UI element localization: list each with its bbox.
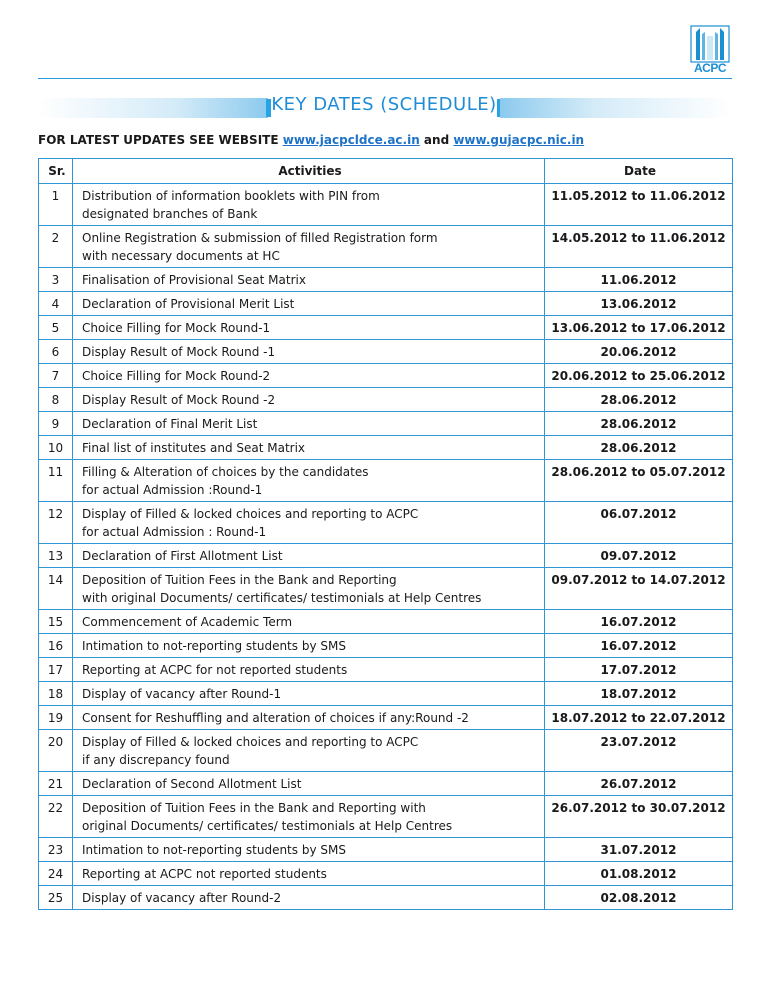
updates-conjunction: and: [419, 133, 454, 147]
row-sr: 18: [39, 682, 73, 706]
activity-line: with necessary documents at HC: [82, 249, 280, 263]
header-rule: [38, 78, 732, 79]
activity-line: Reporting at ACPC for not reported students: [82, 663, 348, 677]
row-sr: 3: [39, 268, 73, 292]
table-row: [39, 268, 733, 292]
row-activity: [73, 226, 545, 268]
table-row: [39, 436, 733, 460]
row-sr: 22: [39, 796, 73, 838]
row-activity: [73, 268, 545, 292]
row-activity: [73, 658, 545, 682]
row-sr: 20: [39, 730, 73, 772]
page-title: KEY DATES (SCHEDULE): [271, 94, 497, 115]
row-date: 28.06.2012: [545, 412, 733, 436]
table-row: [39, 862, 733, 886]
row-activity: [73, 388, 545, 412]
activity-line: for actual Admission :Round-1: [82, 483, 263, 497]
row-activity: [73, 436, 545, 460]
table-row: [39, 610, 733, 634]
schedule-table: [38, 158, 733, 910]
row-date: 02.08.2012: [545, 886, 733, 910]
table-row: [39, 340, 733, 364]
table-row: [39, 772, 733, 796]
activity-line: with original Documents/ certificates/ testimonials at Help Centres: [82, 591, 482, 605]
header-date: Date: [545, 159, 733, 184]
row-sr: 2: [39, 226, 73, 268]
table-row: [39, 568, 733, 610]
table-row: [39, 730, 733, 772]
table-row: [39, 226, 733, 268]
updates-notice: [38, 133, 584, 147]
activity-line: Intimation to not-reporting students by SMS: [82, 639, 346, 653]
row-activity: [73, 730, 545, 772]
header-sr: Sr.: [39, 159, 73, 184]
row-date: 16.07.2012: [545, 634, 733, 658]
activity-line: Display of vacancy after Round-2: [82, 891, 282, 905]
title-band-right: [500, 98, 732, 118]
row-sr: 15: [39, 610, 73, 634]
table-row: [39, 706, 733, 730]
table-header-row: [39, 159, 733, 184]
title-band-left: [38, 98, 268, 118]
table-row: [39, 838, 733, 862]
row-activity: [73, 838, 545, 862]
table-row: [39, 364, 733, 388]
row-activity: [73, 340, 545, 364]
activity-line: Display of vacancy after Round-1: [82, 687, 282, 701]
row-sr: 17: [39, 658, 73, 682]
row-date: 20.06.2012 to 25.06.2012: [545, 364, 733, 388]
row-activity: [73, 292, 545, 316]
row-date: 09.07.2012: [545, 544, 733, 568]
row-date: 17.07.2012: [545, 658, 733, 682]
activity-line: Display Result of Mock Round -2: [82, 393, 276, 407]
row-date: 28.06.2012: [545, 388, 733, 412]
row-sr: 13: [39, 544, 73, 568]
table-row: [39, 796, 733, 838]
activity-line: designated branches of Bank: [82, 207, 258, 221]
activity-line: Display of Filled & locked choices and reporting to ACPC: [82, 735, 419, 749]
table-row: [39, 388, 733, 412]
activity-line: Filling & Alteration of choices by the candidates: [82, 465, 369, 479]
row-sr: 1: [39, 184, 73, 226]
row-activity: [73, 568, 545, 610]
row-activity: [73, 886, 545, 910]
activity-line: if any discrepancy found: [82, 753, 230, 767]
website-link-gujacpc[interactable]: www.gujacpc.nic.in: [453, 133, 585, 147]
logo-text: ACPC: [693, 61, 726, 75]
row-sr: 8: [39, 388, 73, 412]
row-sr: 19: [39, 706, 73, 730]
row-activity: [73, 544, 545, 568]
row-activity: [73, 364, 545, 388]
updates-prefix: FOR LATEST UPDATES SEE WEBSITE: [38, 133, 283, 147]
row-date: 13.06.2012: [545, 292, 733, 316]
row-sr: 16: [39, 634, 73, 658]
activity-line: Deposition of Tuition Fees in the Bank and Reporting: [82, 573, 397, 587]
activity-line: original Documents/ certificates/ testimonials at Help Centres: [82, 819, 453, 833]
row-activity: [73, 502, 545, 544]
table-row: [39, 658, 733, 682]
activity-line: Display of Filled & locked choices and reporting to ACPC: [82, 507, 419, 521]
row-activity: [73, 316, 545, 340]
row-activity: [73, 682, 545, 706]
row-date: 06.07.2012: [545, 502, 733, 544]
row-date: 26.07.2012 to 30.07.2012: [545, 796, 733, 838]
row-date: 18.07.2012: [545, 682, 733, 706]
row-date: 31.07.2012: [545, 838, 733, 862]
table-row: [39, 412, 733, 436]
row-sr: 5: [39, 316, 73, 340]
row-sr: 12: [39, 502, 73, 544]
activity-line: Choice Filling for Mock Round-2: [82, 369, 271, 383]
activity-line: Declaration of First Allotment List: [82, 549, 283, 563]
row-sr: 9: [39, 412, 73, 436]
activity-line: Intimation to not-reporting students by SMS: [82, 843, 346, 857]
row-date: 09.07.2012 to 14.07.2012: [545, 568, 733, 610]
row-activity: [73, 706, 545, 730]
row-date: 26.07.2012: [545, 772, 733, 796]
activity-line: Deposition of Tuition Fees in the Bank and Reporting with: [82, 801, 426, 815]
activity-line: Choice Filling for Mock Round-1: [82, 321, 271, 335]
row-sr: 11: [39, 460, 73, 502]
row-date: 11.06.2012: [545, 268, 733, 292]
row-sr: 25: [39, 886, 73, 910]
activity-line: Reporting at ACPC not reported students: [82, 867, 327, 881]
table-row: [39, 460, 733, 502]
table-row: [39, 502, 733, 544]
row-sr: 7: [39, 364, 73, 388]
table-row: [39, 184, 733, 226]
table-row: [39, 634, 733, 658]
table-row: [39, 544, 733, 568]
header-activities: Activities: [73, 159, 545, 184]
activity-line: Declaration of Provisional Merit List: [82, 297, 295, 311]
activity-line: Online Registration & submission of filled Registration form: [82, 231, 438, 245]
row-sr: 24: [39, 862, 73, 886]
activity-line: Declaration of Final Merit List: [82, 417, 258, 431]
row-date: 23.07.2012: [545, 730, 733, 772]
table-row: [39, 682, 733, 706]
row-activity: [73, 796, 545, 838]
row-activity: [73, 634, 545, 658]
activity-line: Final list of institutes and Seat Matrix: [82, 441, 306, 455]
row-date: 13.06.2012 to 17.06.2012: [545, 316, 733, 340]
row-sr: 14: [39, 568, 73, 610]
table-row: [39, 292, 733, 316]
row-date: 11.05.2012 to 11.06.2012: [545, 184, 733, 226]
row-activity: [73, 460, 545, 502]
acpc-logo: [690, 24, 730, 76]
activity-line: Display Result of Mock Round -1: [82, 345, 276, 359]
row-date: 16.07.2012: [545, 610, 733, 634]
row-activity: [73, 412, 545, 436]
row-sr: 10: [39, 436, 73, 460]
row-date: 01.08.2012: [545, 862, 733, 886]
schedule-rows: [39, 184, 733, 910]
activity-line: for actual Admission : Round-1: [82, 525, 267, 539]
row-activity: [73, 862, 545, 886]
row-sr: 21: [39, 772, 73, 796]
row-sr: 4: [39, 292, 73, 316]
row-date: 20.06.2012: [545, 340, 733, 364]
table-row: [39, 316, 733, 340]
activity-line: Commencement of Academic Term: [82, 615, 293, 629]
row-date: 18.07.2012 to 22.07.2012: [545, 706, 733, 730]
row-date: 28.06.2012 to 05.07.2012: [545, 460, 733, 502]
logo-emblem-icon: [690, 24, 730, 64]
activity-line: Distribution of information booklets with PIN from: [82, 189, 380, 203]
website-link-jacpcldce[interactable]: www.jacpcldce.ac.in: [282, 133, 420, 147]
row-activity: [73, 772, 545, 796]
activity-line: Finalisation of Provisional Seat Matrix: [82, 273, 306, 287]
row-date: 28.06.2012: [545, 436, 733, 460]
row-sr: 23: [39, 838, 73, 862]
row-date: 14.05.2012 to 11.06.2012: [545, 226, 733, 268]
activity-line: Declaration of Second Allotment List: [82, 777, 302, 791]
activity-line: Consent for Reshuffling and alteration of choices if any:Round -2: [82, 711, 469, 725]
row-activity: [73, 610, 545, 634]
row-sr: 6: [39, 340, 73, 364]
table-row: [39, 886, 733, 910]
row-activity: [73, 184, 545, 226]
